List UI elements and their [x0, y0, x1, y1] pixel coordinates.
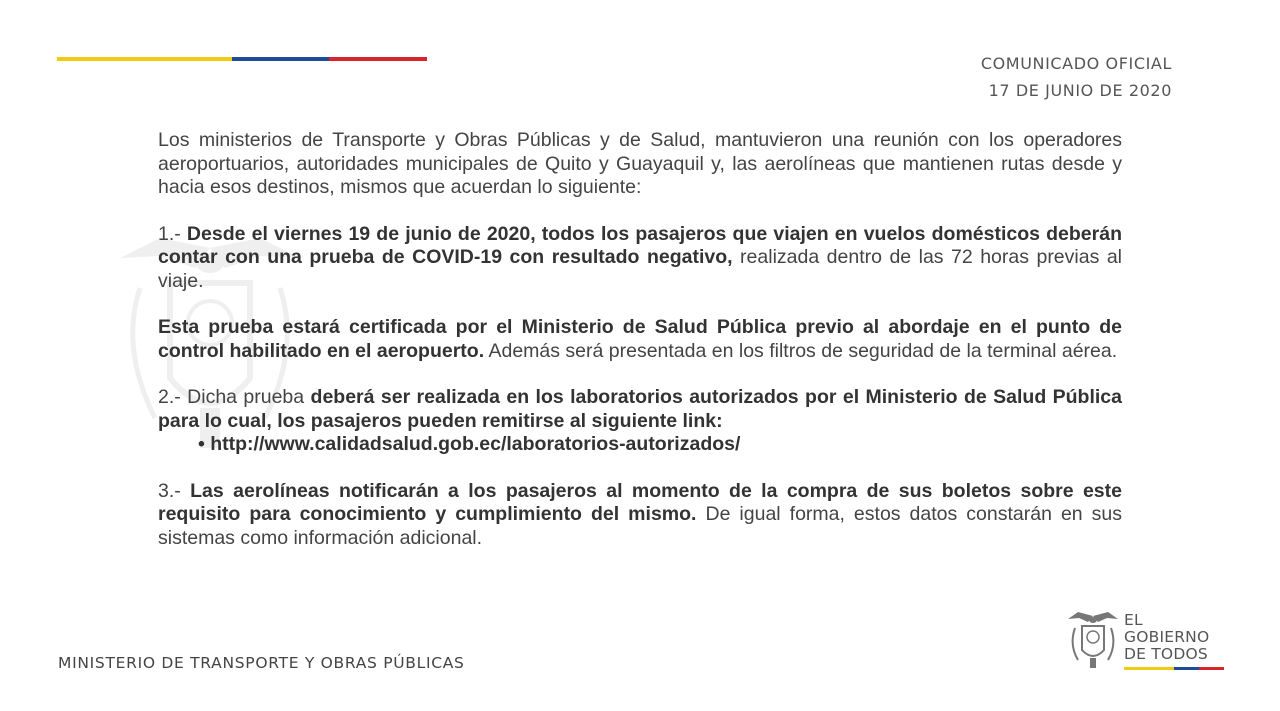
- item-1b-text: Además será presentada en los filtros de seguridad de la terminal aérea.: [484, 339, 1118, 362]
- logo-line-2: GOBIERNO: [1124, 628, 1210, 646]
- logo-flag-red: [1199, 667, 1224, 670]
- logo-text: [1124, 612, 1209, 663]
- flag-blue-segment: [232, 57, 329, 61]
- flag-color-bar: [57, 57, 427, 61]
- item-3-bold-text: Las aerolíneas notificarán a los pasajeros al momento de la compra de sus boletos sobre este requisito para conocimiento y cumplimiento del mismo.: [158, 479, 1122, 525]
- logo-line-1: EL: [1124, 611, 1143, 629]
- document-date: 17 DE JUNIO DE 2020: [988, 81, 1172, 100]
- document-title: COMUNICADO OFICIAL: [980, 54, 1172, 73]
- laboratories-link[interactable]: • http://www.calidadsalud.gob.ec/laboratorios-autorizados/: [198, 433, 741, 455]
- logo-flag-yellow: [1124, 667, 1174, 670]
- coat-of-arms-icon: [1066, 610, 1120, 670]
- flag-yellow-segment: [57, 57, 232, 61]
- intro-paragraph: Los ministerios de Transporte y Obras Públicas y de Salud, mantuvieron una reunión con los operadores aeroportuarios, autoridades municipales de Quito y Guayaquil y, las aerolíneas que mantienen rutas desde y hacia esos destinos, mismos que acuerdan lo siguiente:: [158, 129, 1122, 198]
- item-1b-paragraph: [158, 316, 1122, 363]
- item-3-paragraph: [158, 480, 1122, 551]
- item-2-prefix: 2.- Dicha prueba: [158, 386, 311, 408]
- item-1-text: realizada dentro de las 72 horas previas al viaje.: [158, 246, 1122, 292]
- item-2-bold-text: deberá ser realizada en los laboratorios autorizados por el Ministerio de Salud Pública para lo cual, los pasajeros pueden remitirse al siguiente link:: [158, 386, 1122, 432]
- item-1b-bold-text: Esta prueba estará certificada por el Ministerio de Salud Pública previo al abordaje en el punto de control habilitado en el aeropuerto.: [158, 316, 1122, 362]
- communique-body: [158, 129, 1122, 573]
- item-3-number: 3.-: [158, 479, 191, 502]
- gobierno-de-todos-logo: [1066, 610, 1226, 672]
- header-block: [981, 50, 1172, 104]
- item-3-text: De igual forma, estos datos constarán en sus sistemas como información adicional.: [158, 503, 1122, 549]
- logo-flag-blue: [1174, 667, 1199, 670]
- flag-red-segment: [329, 57, 427, 61]
- item-2-paragraph: [158, 386, 1122, 433]
- item-1-bold-text: Desde el viernes 19 de junio de 2020, todos los pasajeros que viajen en vuelos domésticos deberán contar con una prueba de COVID-19 con resultado negativo,: [158, 222, 1122, 268]
- logo-flag-bar: [1124, 667, 1224, 670]
- item-1-number: 1.-: [158, 222, 187, 245]
- logo-line-3: DE TODOS: [1124, 645, 1208, 663]
- ministry-name: MINISTERIO DE TRANSPORTE Y OBRAS PÚBLICAS: [58, 654, 465, 672]
- item-1-paragraph: [158, 223, 1122, 294]
